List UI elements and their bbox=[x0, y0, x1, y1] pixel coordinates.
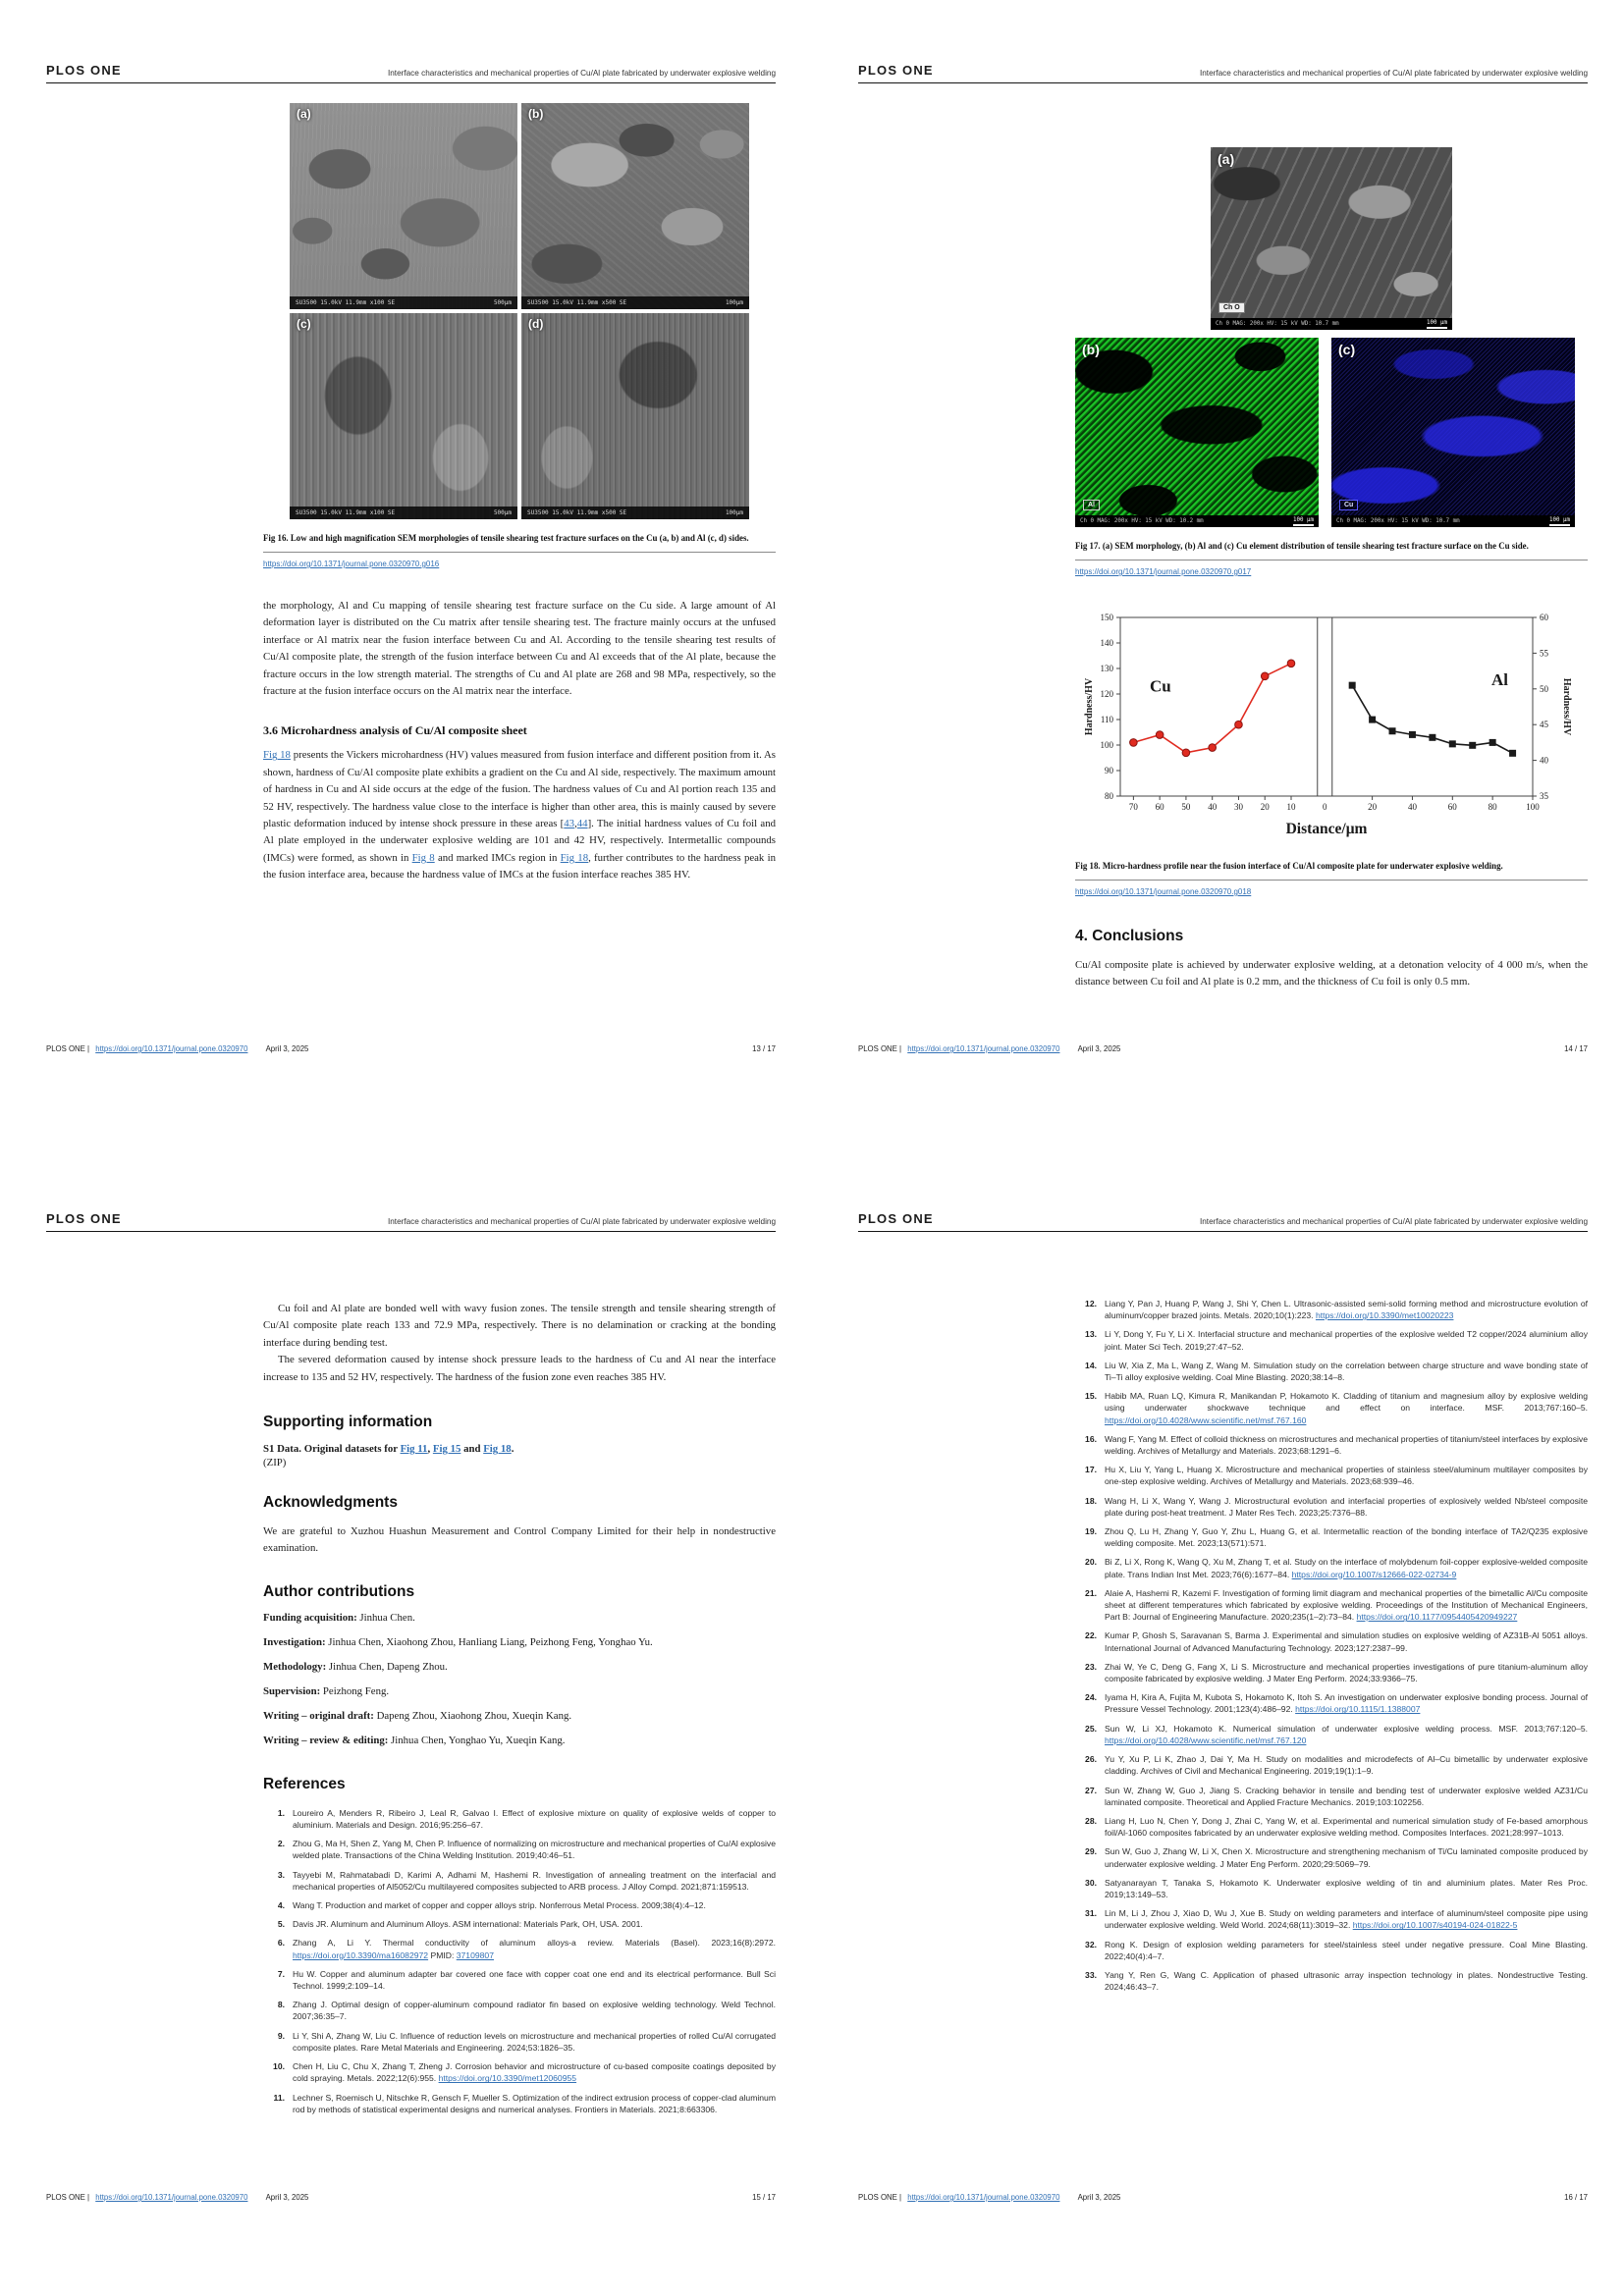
reference-item bbox=[1075, 1845, 1588, 1869]
svg-text:100: 100 bbox=[1100, 740, 1113, 750]
footer-date: April 3, 2025 bbox=[265, 2193, 309, 2202]
reference-number: 33. bbox=[1085, 1969, 1097, 1980]
reference-text: Bi Z, Li X, Rong K, Wang Q, Xu M, Zhang T, et al. Study on the interface of molybdenum foil-copper explosive-welded composite plate. Trans Indian Inst Met. 2023;76(6):1677–84. https://doi.org/10.1007/s12666-022-02734-9 bbox=[1105, 1557, 1588, 1579]
footer-brand: PLOS ONE | bbox=[46, 2193, 90, 2202]
inline-link[interactable]: https://doi.org/10.1115/1.1388007 bbox=[1295, 1704, 1421, 1715]
page-content bbox=[1075, 1148, 1588, 2000]
reference-item bbox=[1075, 1785, 1588, 1808]
reference-text: Zhang J. Optimal design of copper-aluminum compound radiator fin based on explosive welding technology. Weld Technol. 2007;36:35–7. bbox=[293, 2000, 776, 2022]
inline-link[interactable]: 43 bbox=[564, 818, 575, 830]
reference-number: 12. bbox=[1085, 1299, 1097, 1308]
reference-text: Tayyebi M, Rahmatabadi D, Karimi A, Adhami M, Hashemi R. Investigation of annealing treatment on the interfacial and mechanical properties of Al5052/Cu multilayered composites subjected to ARB process. J Alloy Compd. 2021;871:159513. bbox=[293, 1869, 776, 1892]
footer-doi-link[interactable]: https://doi.org/10.1371/journal.pone.0320970 bbox=[907, 2193, 1060, 2202]
svg-text:40: 40 bbox=[1407, 802, 1417, 812]
panel-label: (c) bbox=[297, 317, 311, 331]
conclusions-heading: 4. Conclusions bbox=[1075, 928, 1184, 944]
svg-text:110: 110 bbox=[1100, 715, 1113, 724]
reference-number: 14. bbox=[1085, 1360, 1097, 1370]
contribution-item: Funding acquisition: Jinhua Chen. bbox=[263, 1611, 415, 1624]
sem-info-text: SU3500 15.0kV 11.9mm x100 SE bbox=[296, 299, 396, 306]
panel-label: (c) bbox=[1338, 342, 1356, 357]
reference-item bbox=[263, 1968, 776, 1992]
svg-text:45: 45 bbox=[1540, 720, 1548, 730]
reference-number: 16. bbox=[1085, 1433, 1097, 1444]
map-info-text: Ch 0 MAG: 200x HV: 15 kV WD: 10.7 mm bbox=[1336, 518, 1460, 524]
body-paragraph: Cu/Al composite plate is achieved by underwater explosive welding, at a detonation velocity of 4 000 m/s, when the distance between Cu foil and Al plate is 0.2 mm, and the thickness of Cu foil is only 0.5 mm. bbox=[1075, 959, 1588, 988]
svg-text:Al: Al bbox=[1491, 670, 1508, 690]
svg-text:70: 70 bbox=[1128, 802, 1138, 812]
reference-text: Sun W, Li XJ, Hokamoto K. Numerical simulation of underwater explosive welding process. MSF. 2013;767:120–5. https://doi.org/10.4028/www.scientific.net/msf.767.120 bbox=[1105, 1723, 1588, 1745]
plos-one-logo: PLOS ONE bbox=[46, 1211, 122, 1226]
reference-item bbox=[1075, 1390, 1588, 1426]
reference-number: 17. bbox=[1085, 1465, 1097, 1475]
page-15 bbox=[0, 1148, 812, 2296]
s1-format: (ZIP) bbox=[263, 1457, 287, 1469]
svg-text:50: 50 bbox=[1181, 802, 1191, 812]
svg-text:20: 20 bbox=[1260, 802, 1270, 812]
panel-label: (b) bbox=[1082, 342, 1100, 357]
reference-item bbox=[1075, 1907, 1588, 1931]
reference-text: Habib MA, Ruan LQ, Kimura R, Manikandan P, Hokamoto K. Cladding of titanium and magnesium alloy by explosive welding using underwater shockwave technique and effect on interface. MSF. 2013;767:160–5. https://doi.org/10.4028/www.scientific.net/msf.767.160 bbox=[1105, 1391, 1588, 1425]
footer-doi-link[interactable]: https://doi.org/10.1371/journal.pone.0320970 bbox=[907, 1044, 1060, 1053]
svg-text:120: 120 bbox=[1100, 689, 1113, 699]
reference-item bbox=[263, 1838, 776, 1861]
svg-text:0: 0 bbox=[1323, 802, 1327, 812]
sem-info-text: SU3500 15.0kV 11.9mm x100 SE bbox=[296, 509, 396, 516]
svg-text:30: 30 bbox=[1233, 802, 1243, 812]
inline-link[interactable]: https://doi.org/10.1007/s12666-022-02734-9 bbox=[1291, 1569, 1457, 1579]
inline-link[interactable]: https://doi.org/10.4028/www.scientific.net/msf.767.160 bbox=[1105, 1415, 1307, 1425]
footer-doi-link[interactable]: https://doi.org/10.1371/journal.pone.0320970 bbox=[95, 1044, 248, 1053]
svg-text:55: 55 bbox=[1540, 648, 1548, 659]
reference-text: Loureiro A, Menders R, Ribeiro J, Leal R, Galvao I. Effect of explosive mixture on quality of explosive welds of copper to aluminium. Materials and Design. 2016;95:256–67. bbox=[293, 1807, 776, 1831]
reference-number: 6. bbox=[277, 1938, 285, 1949]
svg-text:100: 100 bbox=[1526, 802, 1540, 812]
reference-text: Zhou Q, Lu H, Zhang Y, Guo Y, Zhu L, Huang G, et al. Intermetallic reaction of the bonding interface of TA2/Q235 explosive welding composite. Met. 2023;13(571):571. bbox=[1105, 1526, 1588, 1549]
doi-link[interactable]: https://doi.org/10.1371/journal.pone.0320970.g018 bbox=[1075, 887, 1252, 896]
inline-link[interactable]: https://doi.org/10.4028/www.scientific.net/msf.767.120 bbox=[1105, 1735, 1307, 1745]
reference-text: Rong K. Design of explosion welding parameters for steel/stainless steel under negative pressure. Coal Mine Blasting. 2022;40(4):4–7. bbox=[1105, 1939, 1588, 1961]
contribution-item: Writing – original draft: Dapeng Zhou, Xiaohong Zhou, Xueqin Kang. bbox=[263, 1709, 572, 1722]
contribution-item: Methodology: Jinhua Chen, Dapeng Zhou. bbox=[263, 1660, 448, 1673]
page-number: 14 / 17 bbox=[1564, 1044, 1588, 1053]
supporting-info-heading: Supporting information bbox=[263, 1414, 433, 1431]
svg-text:35: 35 bbox=[1540, 791, 1548, 801]
inline-link[interactable]: Fig 18 bbox=[483, 1443, 512, 1456]
reference-number: 26. bbox=[1085, 1754, 1097, 1765]
reference-text: Hu X, Liu Y, Yang L, Huang X. Microstructure and mechanical properties of stainless steel/aluminum multilayer composites by one-step explosive welding. Archives of Metallurgy and Materials. 2023;68:939–46. bbox=[1105, 1465, 1588, 1487]
svg-text:140: 140 bbox=[1100, 638, 1113, 648]
footer-date: April 3, 2025 bbox=[1077, 2193, 1121, 2202]
acknowledgments-paragraph: We are grateful to Xuzhou Huashun Measurement and Control Company Limited for their help in nondestructive examination. bbox=[263, 1525, 776, 1555]
figure-17-caption: Fig 17. (a) SEM morphology, (b) Al and (c) Cu element distribution of tensile shearing test fracture surface on the Cu side. bbox=[1075, 540, 1588, 561]
body-paragraph: Fig 18 presents the Vickers microhardness (HV) values measured from fusion interface and different position from it. As shown, hardness of Cu/Al composite plate exhibits a gradient on the Cu and Al side, respectively. The maximum amount of hardness in Cu and Al side occurs at the edge of the fusion. The hardness values of Cu and Al portion reach 135 and 52 HV, respectively. The hardness value close to the interface is higher than other area, this is mainly caused by severe plastic deformation induced by intense shock pressure in these areas [43,44]. The initial hardness values of Cu foil and Al plate employed in the underwater explosive welding are 101 and 42 HV, respectively. Intermetallic compounds (IMCs) were formed, as shown in Fig 8 and marked IMCs region in Fig 18, further contributes to the hardness peak in the fusion interface area, because the hardness value of IMCs at the fusion interface reaches 385 HV. bbox=[263, 749, 777, 881]
reference-text: Zhang A, Li Y. Thermal conductivity of aluminum alloys-a review. Materials (Basel). 2023;16(8):2972. https://doi.org/10.3390/ma16082972 PMID: 37109807 bbox=[293, 1938, 776, 1960]
figure-16-doi bbox=[263, 560, 776, 568]
acknowledgments-heading: Acknowledgments bbox=[263, 1494, 398, 1512]
contribution-item: Investigation: Jinhua Chen, Xiaohong Zhou, Hanliang Liang, Peizhong Feng, Yonghao Yu. bbox=[263, 1635, 653, 1648]
svg-text:40: 40 bbox=[1540, 755, 1548, 766]
plos-one-logo: PLOS ONE bbox=[858, 63, 934, 78]
reference-number: 4. bbox=[277, 1900, 285, 1911]
page-number: 16 / 17 bbox=[1564, 2193, 1588, 2202]
figure-18-chart bbox=[1077, 604, 1576, 846]
reference-item bbox=[1075, 1753, 1588, 1777]
footer-left bbox=[858, 1044, 1120, 1053]
reference-text: Liang H, Luo N, Chen Y, Dong J, Zhai C, Yang W, et al. Experimental and numerical simulation study of Fe-based amorphous foil/Al-1060 composites fabricated by an underwater explosive welding method. Composites Interfaces. 2021;28:997–1013. bbox=[1105, 1815, 1588, 1839]
inline-link[interactable]: https://doi.org/10.1007/s40194-024-01822-5 bbox=[1352, 1920, 1518, 1931]
reference-number: 21. bbox=[1085, 1587, 1097, 1598]
reference-number: 7. bbox=[277, 1968, 285, 1979]
contributions-list bbox=[263, 1611, 776, 1748]
reference-number: 22. bbox=[1085, 1630, 1097, 1641]
reference-number: 23. bbox=[1085, 1661, 1097, 1672]
reference-item bbox=[1075, 1969, 1588, 1993]
sem-info-text: Ch 0 MAG: 200x HV: 15 kV WD: 10.7 mm bbox=[1216, 321, 1339, 327]
contribution-item: Supervision: Peizhong Feng. bbox=[263, 1684, 390, 1697]
reference-text: Zhou G, Ma H, Shen Z, Yang M, Chen P. Influence of normalizing on microstructure and mechanical properties of Cu/Al explosive welded plate. Transactions of the China Welding Institution. 2019;40:46–51. bbox=[293, 1839, 776, 1861]
inline-link[interactable]: 37109807 bbox=[456, 1949, 494, 1960]
reference-number: 5. bbox=[277, 1919, 285, 1930]
running-title: Interface characteristics and mechanical properties of Cu/Al plate fabricated by underwater explosive welding bbox=[387, 1217, 776, 1226]
panel-label: (a) bbox=[1218, 151, 1235, 167]
svg-text:60: 60 bbox=[1540, 613, 1548, 622]
hardness-profile-chart bbox=[1077, 604, 1576, 841]
reference-number: 29. bbox=[1085, 1846, 1097, 1857]
reference-item bbox=[1075, 1723, 1588, 1746]
running-title: Interface characteristics and mechanical properties of Cu/Al plate fabricated by underwater explosive welding bbox=[1199, 1217, 1588, 1226]
scale-bar: 100 μm bbox=[1549, 517, 1570, 526]
reference-item bbox=[1075, 1298, 1588, 1321]
footer-brand: PLOS ONE | bbox=[46, 1044, 90, 1053]
reference-item bbox=[263, 1937, 776, 1960]
svg-text:50: 50 bbox=[1540, 683, 1548, 694]
references-heading: References bbox=[263, 1775, 346, 1792]
reference-item bbox=[1075, 1877, 1588, 1900]
sem-scale-text: 500μm bbox=[493, 509, 512, 516]
reference-number: 31. bbox=[1085, 1908, 1097, 1919]
reference-item bbox=[263, 1918, 776, 1930]
inline-link[interactable]: https://doi.org/10.3390/met10020223 bbox=[1315, 1310, 1454, 1321]
footer-doi-link[interactable]: https://doi.org/10.1371/journal.pone.0320970 bbox=[95, 2193, 248, 2202]
sem-scale-text: 100μm bbox=[725, 509, 743, 516]
reference-text: Wang F, Yang M. Effect of colloid thickness on microstructures and mechanical properties of titanium/steel interfaces by explosive welding. Archives of Metallurgy and Materials. 2023;68:1291–6. bbox=[1105, 1433, 1588, 1457]
svg-text:80: 80 bbox=[1488, 802, 1497, 812]
reference-number: 28. bbox=[1085, 1815, 1097, 1826]
page-number: 13 / 17 bbox=[752, 1044, 776, 1053]
svg-text:40: 40 bbox=[1208, 802, 1218, 812]
page-footer bbox=[858, 2193, 1588, 2202]
reference-list bbox=[263, 1807, 776, 2115]
svg-text:130: 130 bbox=[1100, 664, 1113, 673]
reference-text: Davis JR. Aluminum and Aluminum Alloys. ASM international: Materials Park, OH, USA. 2001. bbox=[293, 1919, 643, 1930]
reference-number: 10. bbox=[273, 2061, 285, 2072]
panel-label: (a) bbox=[297, 107, 311, 121]
scale-bar: 100 μm bbox=[1427, 320, 1447, 329]
sem-info-bar bbox=[290, 296, 517, 309]
channel-chip: Ch O bbox=[1218, 302, 1245, 313]
reference-text: Kumar P, Ghosh S, Saravanan S, Barma J. Experimental and simulation studies on explosive welding of AZ31B-Al 5051 alloys. International Journal of Advanced Manufacturing Technology. 2023;127:2387–99. bbox=[1105, 1630, 1588, 1653]
reference-number: 11. bbox=[273, 2092, 285, 2103]
reference-item bbox=[1075, 1433, 1588, 1457]
reference-item bbox=[1075, 1360, 1588, 1383]
reference-item bbox=[1075, 1661, 1588, 1684]
page-footer bbox=[858, 1044, 1588, 1053]
reference-number: 15. bbox=[1085, 1391, 1097, 1402]
sem-image-fracture bbox=[1211, 147, 1452, 330]
inline-link[interactable]: Fig 11 bbox=[400, 1443, 428, 1456]
reference-number: 2. bbox=[277, 1839, 285, 1849]
reference-text: Liu W, Xia Z, Ma L, Wang Z, Wang M. Simulation study on the correlation between charge structure and wave bonding state of Ti–Ti alloy explosive welding. Coal Mine Blasting. 2020;38:14–8. bbox=[1105, 1360, 1588, 1383]
reference-number: 18. bbox=[1085, 1495, 1097, 1506]
figure-18-doi bbox=[1075, 887, 1588, 896]
scale-bar: 100 μm bbox=[1293, 517, 1314, 526]
reference-item bbox=[263, 1899, 776, 1911]
body-paragraph: The severed deformation caused by intense shock pressure leads to the hardness of Cu and Al near the interface increase to 135 and 52 HV, respectively. The hardness of the fusion zone even reaches 385 HV. bbox=[263, 1354, 776, 1383]
reference-number: 30. bbox=[1085, 1877, 1097, 1888]
al-element-map bbox=[1075, 338, 1319, 527]
reference-number: 32. bbox=[1085, 1939, 1097, 1949]
body-paragraph: the morphology, Al and Cu mapping of tensile shearing test fracture surface on the Cu side. A large amount of Al deformation layer is distributed on the Cu matrix after tensile shearing test. The fracture mainly occurs at the unfused interface or Al matrix near the fusion interface between Cu and Al. According to the tensile shearing test results of Cu/Al composite plate, the strength of the fusion interface between Cu and Al exceeds that of the Al plate, because the fracture occurs in the low strength material. The strengths of Cu and Al plate are 268 and 98 MPa, respectively, so the fracture at the fusion interface occurs on the Al matrix near the interface. bbox=[263, 600, 776, 698]
reference-item bbox=[1075, 1587, 1588, 1624]
sem-info-bar bbox=[290, 507, 517, 519]
page-13 bbox=[0, 0, 812, 1148]
sem-image-a bbox=[290, 103, 517, 309]
svg-text:10: 10 bbox=[1286, 802, 1296, 812]
inline-link[interactable]: 44 bbox=[576, 818, 588, 830]
panel-label: (d) bbox=[528, 317, 544, 331]
svg-text:Hardness/HV: Hardness/HV bbox=[1084, 677, 1095, 736]
s1-data-line: S1 Data. Original datasets for Fig 11, Fig 15 and Fig 18. bbox=[263, 1443, 514, 1456]
reference-item bbox=[1075, 1691, 1588, 1715]
reference-text: Lin M, Li J, Zhou J, Xiao D, Wu J, Xue B. Study on welding parameters and interface of aluminum/steel composite pipe using underwater explosive welding. Weld World. 2024;68(11):3019–32. https://doi.org/10.1007/s40194-024-01822-5 bbox=[1105, 1908, 1588, 1931]
svg-text:Distance/μm: Distance/μm bbox=[1285, 821, 1368, 837]
svg-text:60: 60 bbox=[1447, 802, 1457, 812]
reference-text: Sun W, Zhang W, Guo J, Jiang S. Cracking behavior in tensile and bending test of underwater explosive welded AZ31/Cu laminated composite. Theoretical and Applied Fracture Mechanics. 2019;103:102256. bbox=[1105, 1785, 1588, 1807]
reference-item bbox=[1075, 1328, 1588, 1352]
sem-image-c bbox=[290, 313, 517, 519]
figure-17-doi bbox=[1075, 567, 1588, 576]
body-paragraph: Cu foil and Al plate are bonded well with wavy fusion zones. The tensile strength and tensile shearing strength of Cu/Al composite plate reach 133 and 72.9 MPa, respectively. There is no delamination or cracking at the bonding interface during bending test. bbox=[263, 1303, 776, 1349]
footer-left bbox=[46, 2193, 308, 2202]
svg-text:150: 150 bbox=[1100, 613, 1113, 622]
reference-text: Wang T. Production and market of copper and copper alloys strip. Nonferrous Metal Process. 2009;38(4):4–12. bbox=[293, 1900, 706, 1911]
inline-link[interactable]: https://doi.org/10.3390/ma16082972 bbox=[293, 1949, 429, 1960]
reference-number: 9. bbox=[277, 2030, 285, 2041]
svg-text:Cu: Cu bbox=[1150, 676, 1171, 696]
reference-item bbox=[1075, 1464, 1588, 1487]
inline-link[interactable]: Fig 15 bbox=[432, 1443, 461, 1456]
reference-item bbox=[263, 2060, 776, 2084]
element-maps-row bbox=[1075, 338, 1588, 527]
contribution-item: Writing – review & editing: Jinhua Chen, Yonghao Yu, Xueqin Kang. bbox=[263, 1734, 566, 1746]
reference-item bbox=[263, 1807, 776, 1831]
reference-item bbox=[1075, 1556, 1588, 1579]
reference-number: 13. bbox=[1085, 1329, 1097, 1340]
running-title: Interface characteristics and mechanical properties of Cu/Al plate fabricated by underwater explosive welding bbox=[387, 69, 776, 78]
reference-item bbox=[1075, 1815, 1588, 1839]
reference-number: 25. bbox=[1085, 1723, 1097, 1734]
reference-text: Yu Y, Xu P, Li K, Zhao J, Dai Y, Ma H. Study on modalities and microdefects of Al–Cu bimetallic by underwater explosive cladding. Archives of Civil and Mechanical Engineering. 2019;19(1):1–9. bbox=[1105, 1754, 1588, 1777]
sem-info-bar bbox=[521, 507, 749, 519]
inline-link[interactable]: Fig 8 bbox=[411, 851, 435, 864]
page-footer bbox=[46, 1044, 776, 1053]
sem-image-d bbox=[521, 313, 749, 519]
reference-text: Chen H, Liu C, Chu X, Zhang T, Zheng J. Corrosion behavior and microstructure of cu-based composite coatings deposited by cold spraying. Metals. 2022;12(6):955. https://doi.org/10.3390/met12060955 bbox=[293, 2061, 776, 2084]
svg-text:80: 80 bbox=[1105, 791, 1113, 801]
sem-info-text: SU3500 15.0kV 11.9mm x500 SE bbox=[527, 509, 627, 516]
panel-label: (b) bbox=[528, 107, 544, 121]
element-chip: Cu bbox=[1339, 500, 1358, 510]
element-chip: Al bbox=[1083, 500, 1100, 510]
figure-16 bbox=[290, 103, 749, 519]
footer-left bbox=[46, 1044, 308, 1053]
inline-link[interactable]: Fig 18 bbox=[263, 749, 291, 762]
reference-text: Li Y, Shi A, Zhang W, Liu C. Influence of reduction levels on microstructure and mechanical properties of rolled Cu/Al corrugated composite plates. Rare Metal Materials and Engineering. 2024;53:1826–35. bbox=[293, 2030, 776, 2053]
reference-text: Liang Y, Pan J, Huang P, Wang J, Shi Y, Chen L. Ultrasonic-assisted semi-solid forming method and microstructure evolution of aluminum/copper brazed joints. Metals. 2020;10(1):223. https://doi.org/10.3390/met10020223 bbox=[1105, 1299, 1588, 1321]
svg-text:60: 60 bbox=[1155, 802, 1164, 812]
page-content bbox=[263, 1148, 776, 2122]
page-footer bbox=[46, 2193, 776, 2202]
cu-element-map bbox=[1331, 338, 1575, 527]
reference-text: Satyanarayan T, Tanaka S, Hokamoto K. Underwater explosive welding of tin and aluminium plates. Mater Res Proc. 2019;13:149–53. bbox=[1105, 1877, 1588, 1899]
reference-number: 20. bbox=[1085, 1557, 1097, 1568]
reference-text: Hu W. Copper and aluminum adapter bar covered one face with copper coat one end and its electrical performance. Bull Sci Technol. 1999;2:109–14. bbox=[293, 1968, 776, 1992]
reference-text: Sun W, Guo J, Zhang W, Li X, Chen X. Microstructure and strengthening mechanism of Ti/Cu laminated composite produced by underwater explosive welding. J Mater Eng Perform. 2020;29:5069–79. bbox=[1105, 1846, 1588, 1869]
footer-date: April 3, 2025 bbox=[265, 1044, 309, 1053]
svg-text:90: 90 bbox=[1105, 766, 1113, 775]
reference-text: Yang Y, Ren G, Wang C. Application of phased ultrasonic array inspection technology in plates. Nondestructive Testing. 2024;46:43–7. bbox=[1105, 1969, 1588, 1993]
section-heading: 3.6 Microhardness analysis of Cu/Al composite sheet bbox=[263, 723, 527, 738]
reference-list bbox=[1075, 1298, 1588, 1993]
reference-text: Iyama H, Kira A, Fujita M, Kubota S, Hokamoto K, Itoh S. An investigation on underwater explosive bonding process. Journal of Pressure Vessel Technology. 2001;123(4):486–92. https://doi.org/10.1115/1.1388007 bbox=[1105, 1692, 1588, 1715]
sem-scale-text: 100μm bbox=[725, 299, 743, 306]
running-title: Interface characteristics and mechanical properties of Cu/Al plate fabricated by underwater explosive welding bbox=[1199, 69, 1588, 78]
page-content bbox=[263, 0, 776, 884]
reference-number: 24. bbox=[1085, 1692, 1097, 1703]
reference-item bbox=[1075, 1495, 1588, 1519]
map-info-bar bbox=[1075, 515, 1319, 527]
author-contributions-heading: Author contributions bbox=[263, 1582, 415, 1600]
reference-text: Zhai W, Ye C, Deng G, Fang X, Li S. Microstructure and mechanical properties investigations of pure titanium-aluminum alloy composite fabricated by explosive welding. J Mater Eng Perform. 2024;33:9366–75. bbox=[1105, 1661, 1588, 1684]
reference-text: Wang H, Li X, Wang Y, Wang J. Microstructural evolution and interfacial properties of explosively welded Nb/steel composite plate during post-heat treatment. J Mater Res Tech. 2023;25:7376–88. bbox=[1105, 1495, 1588, 1518]
sem-info-bar bbox=[521, 296, 749, 309]
reference-item bbox=[1075, 1939, 1588, 1962]
reference-item bbox=[263, 2030, 776, 2054]
reference-number: 27. bbox=[1085, 1785, 1097, 1795]
page-number: 15 / 17 bbox=[752, 2193, 776, 2202]
reference-number: 1. bbox=[277, 1807, 285, 1818]
reference-text: Alaie A, Hashemi R, Kazemi F. Investigation of forming limit diagram and mechanical properties of the bimetallic Al/Cu composite sheet at different temperatures which fabricated by explosive welding. Proceedings of the Institution of Mechanical Engineers, Part B: Journal of Engineering Manufacture. 2020;235(1–2):73–84. https://doi.org/10.1177/0954405420949227 bbox=[1105, 1587, 1588, 1623]
doi-link[interactable]: https://doi.org/10.1371/journal.pone.0320970.g017 bbox=[1075, 567, 1252, 576]
reference-item bbox=[263, 2092, 776, 2115]
reference-number: 3. bbox=[277, 1869, 285, 1880]
sem-info-text: SU3500 15.0kV 11.9mm x500 SE bbox=[527, 299, 627, 306]
figure-18-caption: Fig 18. Micro-hardness profile near the fusion interface of Cu/Al composite plate for underwater explosive welding. bbox=[1075, 860, 1588, 881]
svg-text:20: 20 bbox=[1368, 802, 1378, 812]
reference-number: 19. bbox=[1085, 1526, 1097, 1537]
inline-link[interactable]: Fig 18 bbox=[560, 851, 589, 864]
reference-text: Li Y, Dong Y, Fu Y, Li X. Interfacial structure and mechanical properties of the explosive welded T2 copper/2024 aluminium alloy joint. Mater Sci Tech. 2019;27:47–52. bbox=[1105, 1329, 1588, 1352]
reference-item bbox=[1075, 1629, 1588, 1653]
sem-scale-text: 500μm bbox=[493, 299, 512, 306]
figure-16-caption: Fig 16. Low and high magnification SEM morphologies of tensile shearing test fracture surfaces on the Cu (a, b) and Al (c, d) sides. bbox=[263, 532, 776, 553]
map-info-text: Ch 0 MAG: 200x HV: 15 kV WD: 10.2 mm bbox=[1080, 518, 1204, 524]
sem-info-bar bbox=[1211, 318, 1452, 330]
sem-image-b bbox=[521, 103, 749, 309]
doi-link[interactable]: https://doi.org/10.1371/journal.pone.0320970.g016 bbox=[263, 560, 440, 568]
inline-link[interactable]: https://doi.org/10.1177/0954405420949227 bbox=[1356, 1612, 1518, 1623]
inline-link[interactable]: https://doi.org/10.3390/met12060955 bbox=[438, 2073, 577, 2084]
footer-left bbox=[858, 2193, 1120, 2202]
map-info-bar bbox=[1331, 515, 1575, 527]
plos-one-logo: PLOS ONE bbox=[858, 1211, 934, 1226]
footer-brand: PLOS ONE | bbox=[858, 2193, 902, 2202]
svg-text:Hardness/HV: Hardness/HV bbox=[1561, 677, 1572, 736]
reference-text: Lechner S, Roemisch U, Nitschke R, Gensch F, Mueller S. Optimization of the indirect extrusion process of copper-clad aluminum rod by methods of statistical experimental designs and numerical analyses. Frontiers in Materials. 2021;8:663306. bbox=[293, 2092, 776, 2114]
footer-date: April 3, 2025 bbox=[1077, 1044, 1121, 1053]
reference-item bbox=[263, 1869, 776, 1893]
reference-item bbox=[1075, 1525, 1588, 1549]
page-content bbox=[1075, 0, 1588, 991]
page-14 bbox=[812, 0, 1624, 1148]
plos-one-logo: PLOS ONE bbox=[46, 63, 122, 78]
footer-brand: PLOS ONE | bbox=[858, 1044, 902, 1053]
page-16 bbox=[812, 1148, 1624, 2296]
reference-number: 8. bbox=[277, 2000, 285, 2010]
reference-item bbox=[263, 1999, 776, 2022]
